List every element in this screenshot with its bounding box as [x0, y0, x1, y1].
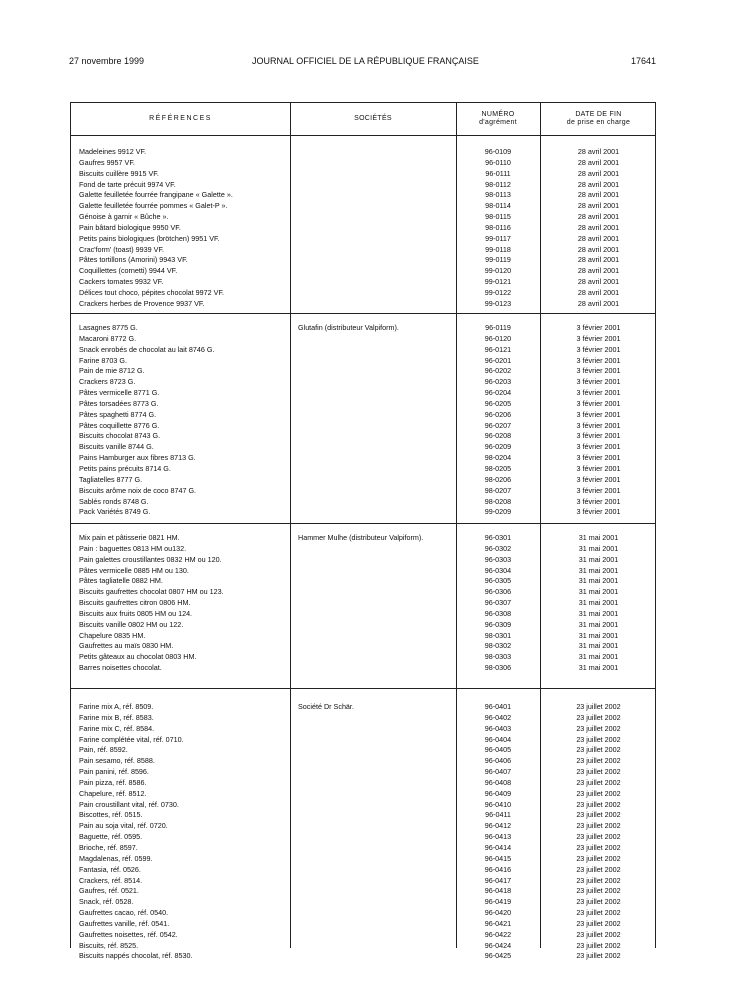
numero-cell: 99-0121 — [484, 277, 512, 287]
numero-cell: 96-0308 — [484, 608, 512, 618]
reference-cell: Farine complétée vital, réf. 0710. — [79, 734, 184, 744]
date-cell: 3 février 2001 — [576, 377, 621, 387]
reference-cell: Sablés ronds 8748 G. — [79, 496, 149, 506]
numero-cell: 96-0207 — [484, 420, 512, 430]
reference-cell: Gaufres, réf. 0521. — [79, 886, 139, 896]
numero-cell: 98-0114 — [485, 201, 511, 211]
reference-cell: Gaufrettes vanille, réf. 0541. — [79, 918, 170, 928]
soc-column — [298, 533, 453, 544]
numero-cell: 96-0410 — [484, 799, 512, 809]
reference-cell: Génoise à garnir « Bûche ». — [79, 212, 169, 222]
reference-cell: Pain au soja vital, réf. 0720. — [79, 821, 168, 831]
date-cell: 23 juillet 2002 — [576, 864, 621, 874]
reference-cell: Pâtes torsadées 8773 G. — [79, 398, 159, 408]
numero-cell: 96-0204 — [484, 388, 512, 398]
reference-cell: Barres noisettes chocolat. — [79, 663, 162, 673]
numero-cell: 96-0121 — [484, 344, 512, 354]
date-cell: 3 février 2001 — [576, 453, 621, 463]
date-cell: 23 juillet 2002 — [576, 886, 621, 896]
reference-cell: Crac'form' (toast) 9939 VF. — [79, 244, 165, 254]
date-cell: 31 mai 2001 — [578, 663, 619, 673]
date-cell: 23 juillet 2002 — [576, 908, 621, 918]
date-cell: 23 juillet 2002 — [576, 767, 621, 777]
running-header — [0, 56, 731, 70]
numero-cell: 98-0112 — [485, 179, 511, 189]
date-cell: 23 juillet 2002 — [576, 712, 621, 722]
numero-cell: 98-0205 — [484, 463, 512, 473]
date-cell: 31 mai 2001 — [578, 641, 619, 651]
date-cell: 3 février 2001 — [576, 474, 621, 484]
reference-cell: Pâtes vermicelle 8771 G. — [79, 388, 160, 398]
ref-column — [79, 533, 284, 674]
header-societes: SOCIÉTÉS — [354, 115, 392, 122]
numero-cell: 96-0304 — [484, 565, 512, 575]
date-cell: 23 juillet 2002 — [576, 777, 621, 787]
header-references: RÉFÉRENCES — [149, 115, 212, 122]
numero-cell: 96-0401 — [484, 702, 512, 711]
date-cell: 23 juillet 2002 — [576, 810, 621, 820]
reference-cell: Macaroni 8772 G. — [79, 333, 137, 343]
date-cell: 31 mai 2001 — [578, 608, 619, 618]
numero-cell: 96-0209 — [484, 442, 512, 452]
reference-cell: Biscuits vanille 8744 G. — [79, 442, 154, 452]
reference-cell: Biscuits gaufrettes citron 0806 HM. — [79, 598, 191, 608]
numero-cell: 98-0207 — [484, 485, 512, 495]
numero-cell: 98-0115 — [485, 212, 511, 222]
date-cell: 3 février 2001 — [576, 431, 621, 441]
numero-cell: 96-0206 — [484, 409, 512, 419]
header-date-fin: DATE DE FIN de prise en charge — [566, 111, 631, 126]
date-cell: 23 juillet 2002 — [576, 734, 621, 744]
num-column — [456, 533, 540, 674]
numero-cell: 96-0309 — [484, 619, 512, 629]
reference-cell: Farine mix C, réf. 8584. — [79, 723, 155, 733]
numero-cell: 96-0415 — [484, 853, 512, 863]
numero-cell: 96-0205 — [484, 398, 512, 408]
numero-cell: 96-0416 — [484, 864, 512, 874]
numero-cell: 96-0402 — [484, 712, 512, 722]
reference-cell: Petits pains biologiques (brötchen) 9951 VF. — [79, 233, 220, 243]
date-cell: 3 février 2001 — [576, 344, 621, 354]
date-cell: 23 juillet 2002 — [576, 821, 621, 831]
table-section — [71, 313, 655, 524]
numero-cell: 98-0204 — [484, 453, 512, 463]
reference-cell: Biscuits gaufrettes chocolat 0807 HM ou 123. — [79, 587, 224, 597]
date-cell: 31 mai 2001 — [578, 619, 619, 629]
numero-cell: 96-0403 — [484, 723, 512, 733]
numero-cell: 99-0122 — [484, 287, 512, 297]
numero-cell: 99-0118 — [485, 244, 511, 254]
num-column — [456, 147, 540, 310]
numero-cell: 99-0209 — [484, 507, 512, 517]
societe-cell: Glutafin (distributeur Valpiform). — [298, 323, 399, 332]
ref-column — [79, 323, 284, 518]
soc-column — [298, 147, 453, 158]
numero-cell: 99-0123 — [484, 298, 512, 308]
issue-date: 27 novembre 1999 — [69, 56, 145, 66]
numero-cell: 96-0411 — [485, 810, 511, 820]
date-cell: 31 mai 2001 — [578, 587, 619, 597]
numero-cell: 96-0417 — [484, 875, 512, 885]
reference-cell: Galette feuilletée fourrée pommes « Galet-P ». — [79, 201, 228, 211]
date-cell: 3 février 2001 — [576, 485, 621, 495]
numero-cell: 98-0206 — [484, 474, 512, 484]
numero-cell: 96-0405 — [484, 745, 512, 755]
reference-cell: Biscottes, réf. 0515. — [79, 810, 143, 820]
reference-cell: Biscuits nappés chocolat, réf. 8530. — [79, 951, 193, 961]
reference-cell: Tagliatelles 8777 G. — [79, 474, 143, 484]
reference-cell: Farine 8703 G. — [79, 355, 127, 365]
date-cell: 28 avril 2001 — [577, 244, 620, 254]
date-cell: 31 mai 2001 — [578, 533, 619, 542]
table-section — [71, 523, 655, 689]
reference-cell: Chapelure 0835 HM. — [79, 630, 146, 640]
table-header — [71, 103, 655, 136]
reference-cell: Magdalenas, réf. 0599. — [79, 853, 153, 863]
date-cell: 23 juillet 2002 — [576, 875, 621, 885]
numero-cell: 96-0407 — [484, 767, 512, 777]
date-cell: 3 février 2001 — [576, 323, 621, 332]
reference-cell: Pains Hamburger aux fibres 8713 G. — [79, 453, 196, 463]
date-cell: 28 avril 2001 — [577, 233, 620, 243]
reference-cell: Pain, réf. 8592. — [79, 745, 128, 755]
numero-cell: 96-0422 — [484, 929, 512, 939]
reference-cell: Cackers tomates 9932 VF. — [79, 277, 164, 287]
numero-cell: 96-0408 — [484, 777, 512, 787]
date-cell: 31 mai 2001 — [578, 652, 619, 662]
date-cell: 28 avril 2001 — [577, 266, 620, 276]
date-cell: 23 juillet 2002 — [576, 918, 621, 928]
date-cell: 23 juillet 2002 — [576, 940, 621, 950]
reference-cell: Gaufrettes noisettes, réf. 0542. — [79, 929, 178, 939]
numero-cell: 96-0202 — [484, 366, 512, 376]
date-cell: 31 mai 2001 — [578, 565, 619, 575]
numero-cell: 99-0120 — [484, 266, 512, 276]
date-cell: 31 mai 2001 — [578, 630, 619, 640]
date-cell: 23 juillet 2002 — [576, 929, 621, 939]
numero-cell: 96-0421 — [484, 918, 512, 928]
date-cell: 23 juillet 2002 — [576, 832, 621, 842]
numero-cell: 98-0116 — [485, 222, 511, 232]
date-cell: 28 avril 2001 — [577, 201, 620, 211]
numero-cell: 96-0203 — [484, 377, 512, 387]
reference-cell: Madeleines 9912 VF. — [79, 147, 147, 156]
numero-cell: 96-0414 — [484, 842, 512, 852]
soc-column — [298, 702, 453, 713]
date-column — [540, 702, 657, 962]
reference-cell: Galette feuilletée fourrée frangipane « Galette ». — [79, 190, 233, 200]
numero-cell: 96-0301 — [484, 533, 512, 542]
reference-cell: Pain : baguettes 0813 HM ou132. — [79, 543, 187, 553]
reference-cell: Chapelure, réf. 8512. — [79, 788, 147, 798]
reference-cell: Biscuits aux fruits 0805 HM ou 124. — [79, 608, 193, 618]
reference-cell: Pain croustillant vital, réf. 0730. — [79, 799, 179, 809]
reference-cell: Gaufrettes cacao, réf. 0540. — [79, 908, 169, 918]
date-cell: 28 avril 2001 — [577, 179, 620, 189]
numero-cell: 96-0420 — [484, 908, 512, 918]
date-cell: 28 avril 2001 — [577, 212, 620, 222]
numero-cell: 98-0113 — [485, 190, 511, 200]
reference-cell: Pack Variétés 8749 G. — [79, 507, 151, 517]
reference-cell: Pâtes spaghetti 8774 G. — [79, 409, 157, 419]
numero-cell: 96-0120 — [484, 333, 512, 343]
numero-cell: 98-0208 — [484, 496, 512, 506]
reference-cell: Coquillettes (cornetti) 9944 VF. — [79, 266, 178, 276]
date-cell: 23 juillet 2002 — [576, 756, 621, 766]
numero-cell: 96-0425 — [484, 951, 512, 961]
date-cell: 28 avril 2001 — [577, 277, 620, 287]
reference-cell: Délices tout choco, pépites chocolat 9972 VF. — [79, 287, 225, 297]
num-column — [456, 702, 540, 962]
reference-cell: Petits gâteaux au chocolat 0803 HM. — [79, 652, 197, 662]
numero-cell: 98-0303 — [484, 652, 512, 662]
reference-cell: Farine mix B, réf. 8583. — [79, 712, 154, 722]
numero-cell: 96-0307 — [484, 598, 512, 608]
date-cell: 3 février 2001 — [576, 366, 621, 376]
date-cell: 23 juillet 2002 — [576, 951, 621, 961]
numero-cell: 96-0406 — [484, 756, 512, 766]
societe-cell: Hammer Mulhe (distributeur Valpiform). — [298, 533, 424, 542]
date-cell: 23 juillet 2002 — [576, 853, 621, 863]
numero-cell: 96-0418 — [484, 886, 512, 896]
date-cell: 3 février 2001 — [576, 496, 621, 506]
date-cell: 23 juillet 2002 — [576, 723, 621, 733]
numero-cell: 96-0409 — [484, 788, 512, 798]
date-cell: 23 juillet 2002 — [576, 842, 621, 852]
numero-cell: 96-0424 — [484, 940, 512, 950]
numero-cell: 96-0305 — [484, 576, 512, 586]
ref-column — [79, 147, 284, 310]
reference-cell: Petits pains précuits 8714 G. — [79, 463, 171, 473]
reference-cell: Fond de tarte précuit 9974 VF. — [79, 179, 176, 189]
reference-cell: Farine mix A, réf. 8509. — [79, 702, 154, 711]
date-cell: 23 juillet 2002 — [576, 799, 621, 809]
reference-cell: Pain sesamo, réf. 8588. — [79, 756, 155, 766]
date-cell: 23 juillet 2002 — [576, 702, 621, 711]
date-cell: 28 avril 2001 — [577, 287, 620, 297]
numero-cell: 96-0201 — [484, 355, 512, 365]
reference-cell: Lasagnes 8775 G. — [79, 323, 138, 332]
numero-cell: 96-0303 — [484, 554, 512, 564]
date-cell: 28 avril 2001 — [577, 157, 620, 167]
reference-cell: Pain panini, réf. 8596. — [79, 767, 149, 777]
date-cell: 23 juillet 2002 — [576, 745, 621, 755]
reference-cell: Pâtes tortillons (Amorini) 9943 VF. — [79, 255, 188, 265]
reference-cell: Biscuits chocolat 8743 G. — [79, 431, 161, 441]
societe-cell — [298, 147, 453, 158]
date-cell: 28 avril 2001 — [577, 255, 620, 265]
reference-cell: Baguette, réf. 0595. — [79, 832, 143, 842]
reference-cell: Mix pain et pâtisserie 0821 HM. — [79, 533, 180, 542]
numero-cell: 98-0306 — [484, 663, 512, 673]
numero-cell: 99-0117 — [485, 233, 511, 243]
header-numero: NUMÉRO d'agrément — [479, 111, 517, 126]
numero-cell: 98-0301 — [484, 630, 512, 640]
date-cell: 3 février 2001 — [576, 442, 621, 452]
date-cell: 23 juillet 2002 — [576, 897, 621, 907]
date-column — [540, 533, 657, 674]
date-cell: 28 avril 2001 — [577, 147, 620, 156]
soc-column — [298, 323, 453, 334]
date-cell: 3 février 2001 — [576, 398, 621, 408]
date-cell: 3 février 2001 — [576, 463, 621, 473]
numero-cell: 96-0404 — [484, 734, 512, 744]
numero-cell: 96-0413 — [484, 832, 512, 842]
date-column — [540, 147, 657, 310]
numero-cell: 96-0412 — [484, 821, 512, 831]
numero-cell: 96-0109 — [484, 147, 512, 156]
reference-cell: Crackers 8723 G. — [79, 377, 136, 387]
date-cell: 28 avril 2001 — [577, 168, 620, 178]
reference-cell: Pâtes tagliatelle 0882 HM. — [79, 576, 163, 586]
date-cell: 3 février 2001 — [576, 507, 621, 517]
reference-cell: Pain galettes croustillantes 0832 HM ou 120. — [79, 554, 222, 564]
date-cell: 28 avril 2001 — [577, 222, 620, 232]
reference-cell: Biscuits arôme noix de coco 8747 G. — [79, 485, 197, 495]
date-column — [540, 323, 657, 518]
numero-cell: 96-0119 — [485, 323, 511, 332]
ref-column — [79, 702, 284, 962]
reference-cell: Snack, réf. 0528. — [79, 897, 134, 907]
reference-cell: Pain de mie 8712 G. — [79, 366, 145, 376]
reference-cell: Gaufres 9957 VF. — [79, 157, 135, 167]
date-cell: 3 février 2001 — [576, 333, 621, 343]
reference-cell: Gaufrettes au maïs 0830 HM. — [79, 641, 174, 651]
date-cell: 31 mai 2001 — [578, 598, 619, 608]
numero-cell: 98-0302 — [484, 641, 512, 651]
reference-cell: Pain pizza, réf. 8586. — [79, 777, 147, 787]
approval-table — [70, 102, 656, 961]
reference-cell: Biscuits, réf. 8525. — [79, 940, 139, 950]
reference-cell: Crackers herbes de Provence 9937 VF. — [79, 298, 205, 308]
num-column — [456, 323, 540, 518]
reference-cell: Biscuits cuillère 9915 VF. — [79, 168, 159, 178]
numero-cell: 96-0208 — [484, 431, 512, 441]
reference-cell: Pâtes coquillette 8776 G. — [79, 420, 160, 430]
date-cell: 31 mai 2001 — [578, 543, 619, 553]
table-section — [71, 688, 655, 961]
reference-cell: Pain bâtard biologique 9950 VF. — [79, 222, 181, 232]
numero-cell: 99-0119 — [485, 255, 511, 265]
date-cell: 3 février 2001 — [576, 355, 621, 365]
date-cell: 3 février 2001 — [576, 409, 621, 419]
reference-cell: Pâtes vermicelle 0885 HM ou 130. — [79, 565, 189, 575]
reference-cell: Brioche, réf. 8597. — [79, 842, 138, 852]
date-cell: 28 avril 2001 — [577, 298, 620, 308]
date-cell: 28 avril 2001 — [577, 190, 620, 200]
page-number: 17641 — [630, 56, 656, 66]
reference-cell: Crackers, réf. 8514. — [79, 875, 143, 885]
societe-cell: Société Dr Schär. — [298, 702, 354, 711]
reference-cell: Biscuits vanille 0802 HM ou 122. — [79, 619, 184, 629]
numero-cell: 96-0302 — [484, 543, 512, 553]
date-cell: 31 mai 2001 — [578, 554, 619, 564]
numero-cell: 96-0110 — [485, 157, 511, 167]
date-cell: 3 février 2001 — [576, 420, 621, 430]
reference-cell: Fantasia, réf. 0526. — [79, 864, 141, 874]
numero-cell: 96-0419 — [484, 897, 512, 907]
reference-cell: Snack enrobés de chocolat au lait 8746 G. — [79, 344, 215, 354]
date-cell: 3 février 2001 — [576, 388, 621, 398]
numero-cell: 96-0306 — [484, 587, 512, 597]
date-cell: 23 juillet 2002 — [576, 788, 621, 798]
table-section — [71, 136, 655, 313]
date-cell: 31 mai 2001 — [578, 576, 619, 586]
numero-cell: 96-0111 — [485, 168, 511, 178]
journal-title: JOURNAL OFFICIEL DE LA RÉPUBLIQUE FRANÇAISE — [252, 56, 479, 66]
